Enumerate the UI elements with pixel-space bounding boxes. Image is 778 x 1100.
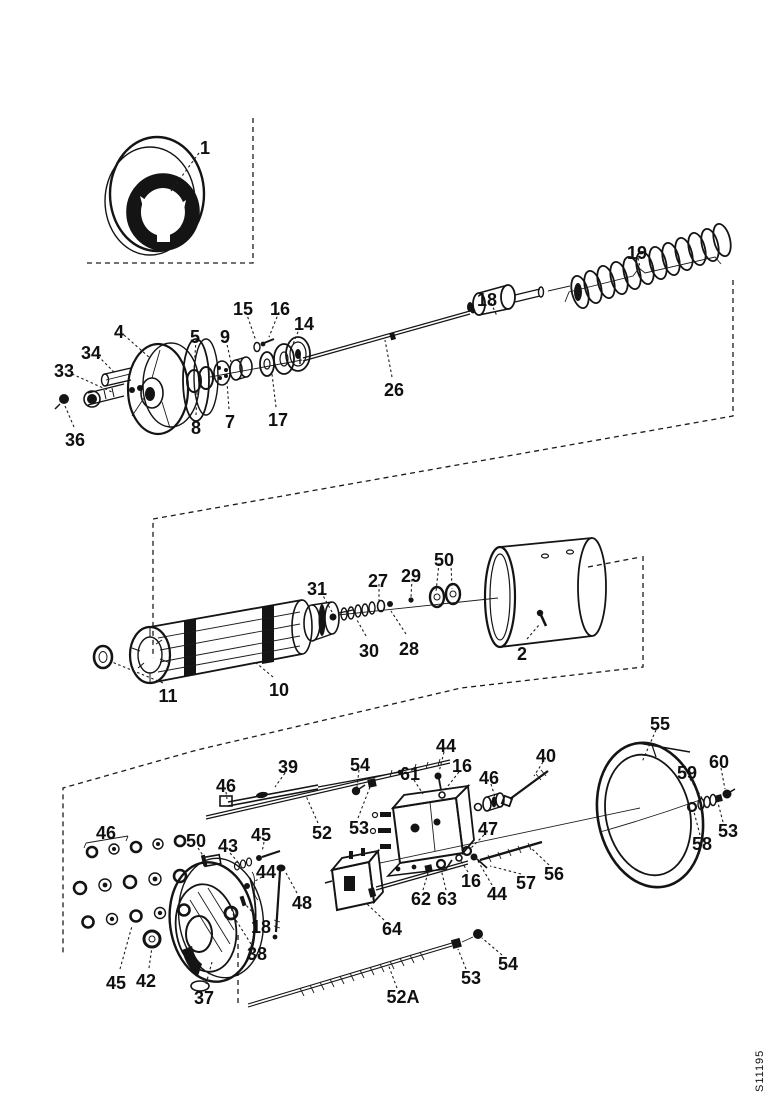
- part-label-50-21: 50: [433, 550, 455, 570]
- leader-line-33: [72, 374, 112, 392]
- splined-shaft-33: [84, 384, 143, 407]
- nut-36: [55, 394, 69, 409]
- armature-frame-assembly: [94, 538, 606, 683]
- leader-line-36: [65, 406, 74, 427]
- leader-line-17: [272, 374, 276, 407]
- leader-line-42: [149, 947, 152, 968]
- part-label-16-43: 16: [451, 756, 473, 776]
- part-label-60-56: 60: [708, 752, 730, 772]
- part-label-4-3: 4: [113, 322, 125, 342]
- part-label-40-45: 40: [535, 746, 557, 766]
- washer-11: [94, 646, 112, 668]
- part-label-64-53: 64: [381, 919, 403, 939]
- part-label-18-14: 18: [476, 290, 498, 310]
- part-label-44-48: 44: [486, 884, 508, 904]
- part-label-54-38: 54: [349, 755, 371, 775]
- armature-10: [130, 600, 353, 683]
- part-label-30-22: 30: [358, 641, 380, 661]
- part-label-38-35: 38: [246, 944, 268, 964]
- part-label-19-15: 19: [626, 243, 648, 263]
- leader-line-64: [366, 903, 384, 920]
- part-label-34-2: 34: [80, 343, 102, 363]
- clutch-drum-4: [128, 339, 218, 434]
- part-label-26-13: 26: [383, 380, 405, 400]
- leader-line-53: [458, 949, 466, 969]
- part-label-46-44: 46: [478, 768, 500, 788]
- leader-line-45: [120, 926, 132, 969]
- leader-line-52: [306, 796, 318, 823]
- part-label-48-33: 48: [291, 893, 313, 913]
- ring-42: [144, 931, 160, 947]
- part-label-27-19: 27: [367, 571, 389, 591]
- part-label-62-49: 62: [410, 889, 432, 909]
- part-label-36-9: 36: [64, 430, 86, 450]
- part-label-59-55: 59: [676, 763, 698, 783]
- leader-line-30: [357, 620, 366, 636]
- part-label-44-32: 44: [255, 862, 277, 882]
- leader-line-7: [227, 382, 229, 409]
- leader-line-56: [530, 847, 549, 865]
- field-frame-2: [485, 538, 606, 647]
- part-label-17-12: 17: [267, 410, 289, 430]
- part-label-18-34: 18: [250, 917, 272, 937]
- part-label-37-28: 37: [193, 988, 215, 1008]
- leader-line-58: [694, 812, 700, 835]
- part-label-52-39: 52: [311, 823, 333, 843]
- part-label-63-50: 63: [436, 889, 458, 909]
- rollers-9-collar-7: [214, 357, 252, 385]
- part-label-58-58: 58: [691, 834, 713, 854]
- rod-52A: [248, 929, 483, 1007]
- part-label-39-37: 39: [277, 757, 299, 777]
- part-label-15-6: 15: [232, 299, 254, 319]
- part-label-45-31: 45: [250, 825, 272, 845]
- solenoid-61: [371, 786, 475, 876]
- part-label-53-60: 53: [460, 968, 482, 988]
- leader-line-48: [285, 871, 297, 893]
- part-label-55-54: 55: [649, 714, 671, 734]
- part-label-2-24: 2: [516, 644, 528, 664]
- part-label-7-11: 7: [224, 412, 236, 432]
- part-label-57-51: 57: [515, 873, 537, 893]
- leader-line-2: [527, 625, 539, 639]
- part-label-53-40: 53: [348, 818, 370, 838]
- retainers-14-17: [260, 337, 310, 376]
- part-label-61-41: 61: [399, 764, 421, 784]
- part-label-56-52: 56: [543, 864, 565, 884]
- part-label-54-61: 54: [497, 954, 519, 974]
- leader-line-26: [385, 340, 392, 377]
- part-label-29-20: 29: [400, 566, 422, 586]
- part-label-8-10: 8: [190, 418, 202, 438]
- part-label-45-26: 45: [105, 973, 127, 993]
- part-label-46-25: 46: [95, 823, 117, 843]
- part-label-31-18: 31: [306, 579, 328, 599]
- leader-line-53: [718, 803, 723, 822]
- band-55: [584, 733, 716, 897]
- part-label-14-8: 14: [293, 314, 315, 334]
- part-label-11-16: 11: [158, 686, 178, 706]
- part-label-52A-59: 52A: [386, 987, 420, 1007]
- part-label-50-29: 50: [185, 831, 207, 851]
- leader-line-54: [482, 938, 502, 955]
- leader-line-52A: [388, 964, 397, 988]
- part-label-10-17: 10: [268, 680, 290, 700]
- switch-64: [325, 848, 383, 910]
- part-label-33-1: 33: [53, 361, 75, 381]
- hardware-cluster-lower: [424, 847, 487, 873]
- hardware-58-59-53-60: [688, 789, 735, 811]
- part-label-16-47: 16: [460, 871, 482, 891]
- leader-line-28: [391, 611, 406, 634]
- part-label-28-23: 28: [398, 639, 420, 659]
- part-label-16-7: 16: [269, 299, 291, 319]
- brush-holder-39: [220, 770, 402, 806]
- part-label-42-27: 42: [135, 971, 157, 991]
- figure-code: S11195: [754, 1049, 766, 1092]
- part-label-9-5: 9: [219, 327, 231, 347]
- leader-line-10: [255, 662, 273, 677]
- screw-44-washer-16-top: [435, 773, 446, 799]
- drive-end-cap-inset: [105, 137, 204, 255]
- part-label-5-4: 5: [189, 327, 201, 347]
- part-label-1-0: 1: [199, 138, 211, 158]
- brush-parts-rows-46: [74, 836, 190, 928]
- part-label-44-42: 44: [435, 736, 457, 756]
- spring-19: [568, 222, 734, 310]
- part-label-43-30: 43: [217, 836, 239, 856]
- sleeve-34: [102, 368, 132, 386]
- washer-15-screw-16: [254, 339, 274, 352]
- part-label-53-57: 53: [717, 821, 739, 841]
- part-label-47-46: 47: [477, 819, 499, 839]
- part-label-46-36: 46: [215, 776, 237, 796]
- leader-line-63: [441, 869, 446, 890]
- leader-line-11: [112, 662, 163, 683]
- shaft-parts-31-30-27-28-29: [330, 597, 414, 620]
